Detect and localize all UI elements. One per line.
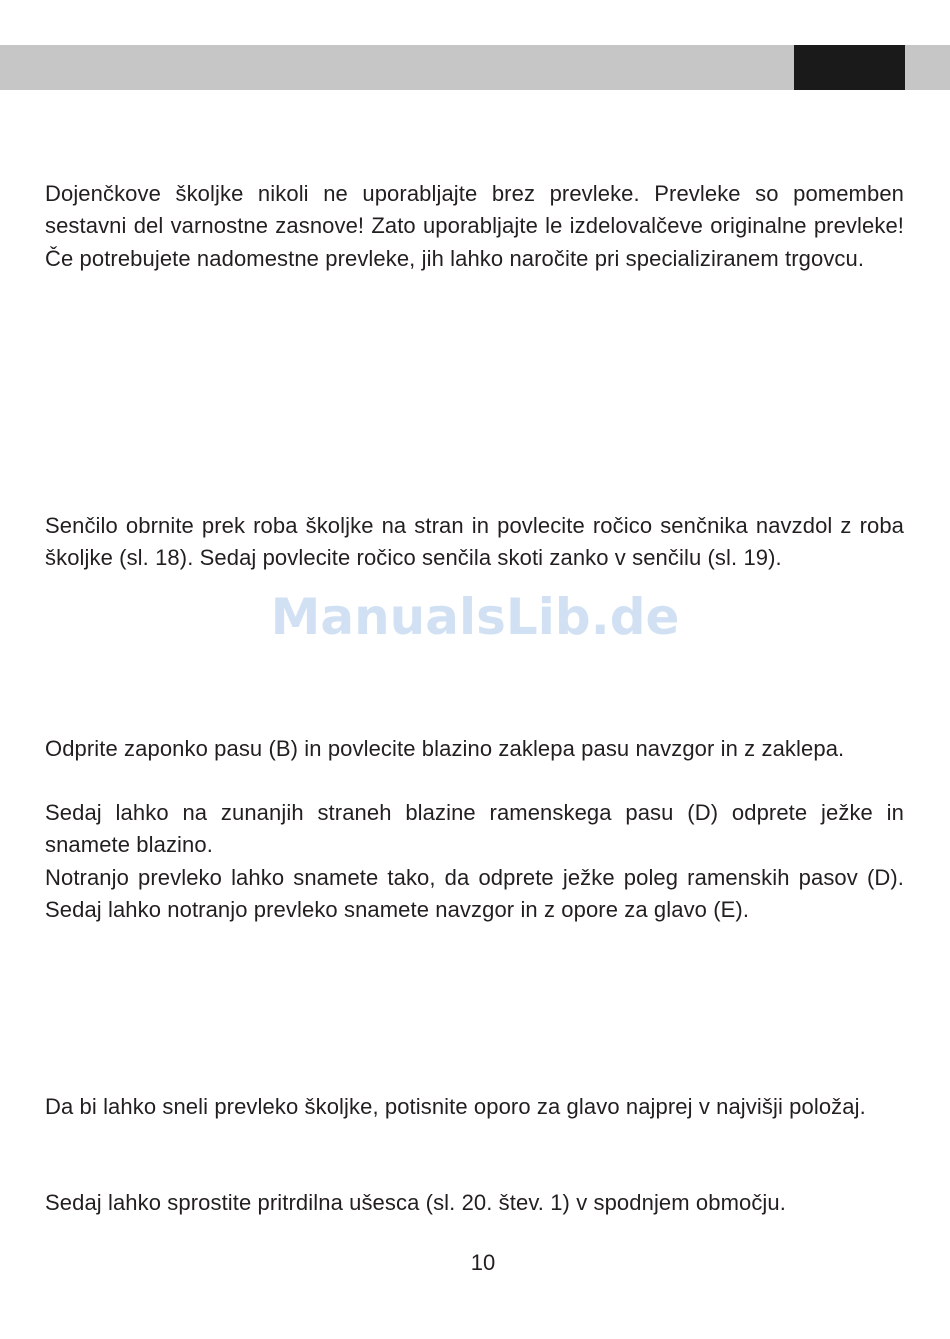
paragraph-inner-cover: Notranjo prevleko lahko snamete tako, da odprete ježke poleg ramenskih pasov (D). Sedaj lahko notranjo prevleko snamete navzgor in z opore za glavo (E). (45, 865, 904, 923)
paragraph-headrest-position: Da bi lahko sneli prevleko školjke, potisnite oporo za glavo najprej v najvišji položaj. (45, 1094, 866, 1119)
paragraph-buckle-pad: Odprite zaponko pasu (B) in povlecite blazino zaklepa pasu navzgor in z zaklepa. (45, 736, 845, 761)
page-number: 10 (470, 1250, 496, 1275)
paragraph-fastening-tabs: Sedaj lahko sprostite pritrdilna ušesca (sl. 20. štev. 1) v spodnjem območju. (45, 1190, 786, 1215)
paragraph-covers-warning: Dojenčkove školjke nikoli ne uporabljajte brez prevleke. Prevleke so pomemben sestavni del varnostne zasnove! Zato uporabljajte le izdelovalčeve originalne prevleke! Če potrebujete nadomestne prevleke, jih lahko naročite pri specializiranem trgovcu. (45, 181, 904, 271)
header-tab-marker (794, 45, 905, 90)
paragraph-shoulder-pads: Sedaj lahko na zunanjih straneh blazine ramenskega pasu (D) odprete ježke in snamete blazino. (45, 800, 904, 858)
paragraph-canopy-removal: Senčilo obrnite prek roba školjke na stran in povlecite ročico senčnika navzdol z roba školjke (sl. 18). Sedaj povlecite ročico senčila skoti zanko v senčilu (sl. 19). (45, 513, 904, 571)
watermark: ManualsLib.de (270, 588, 680, 646)
